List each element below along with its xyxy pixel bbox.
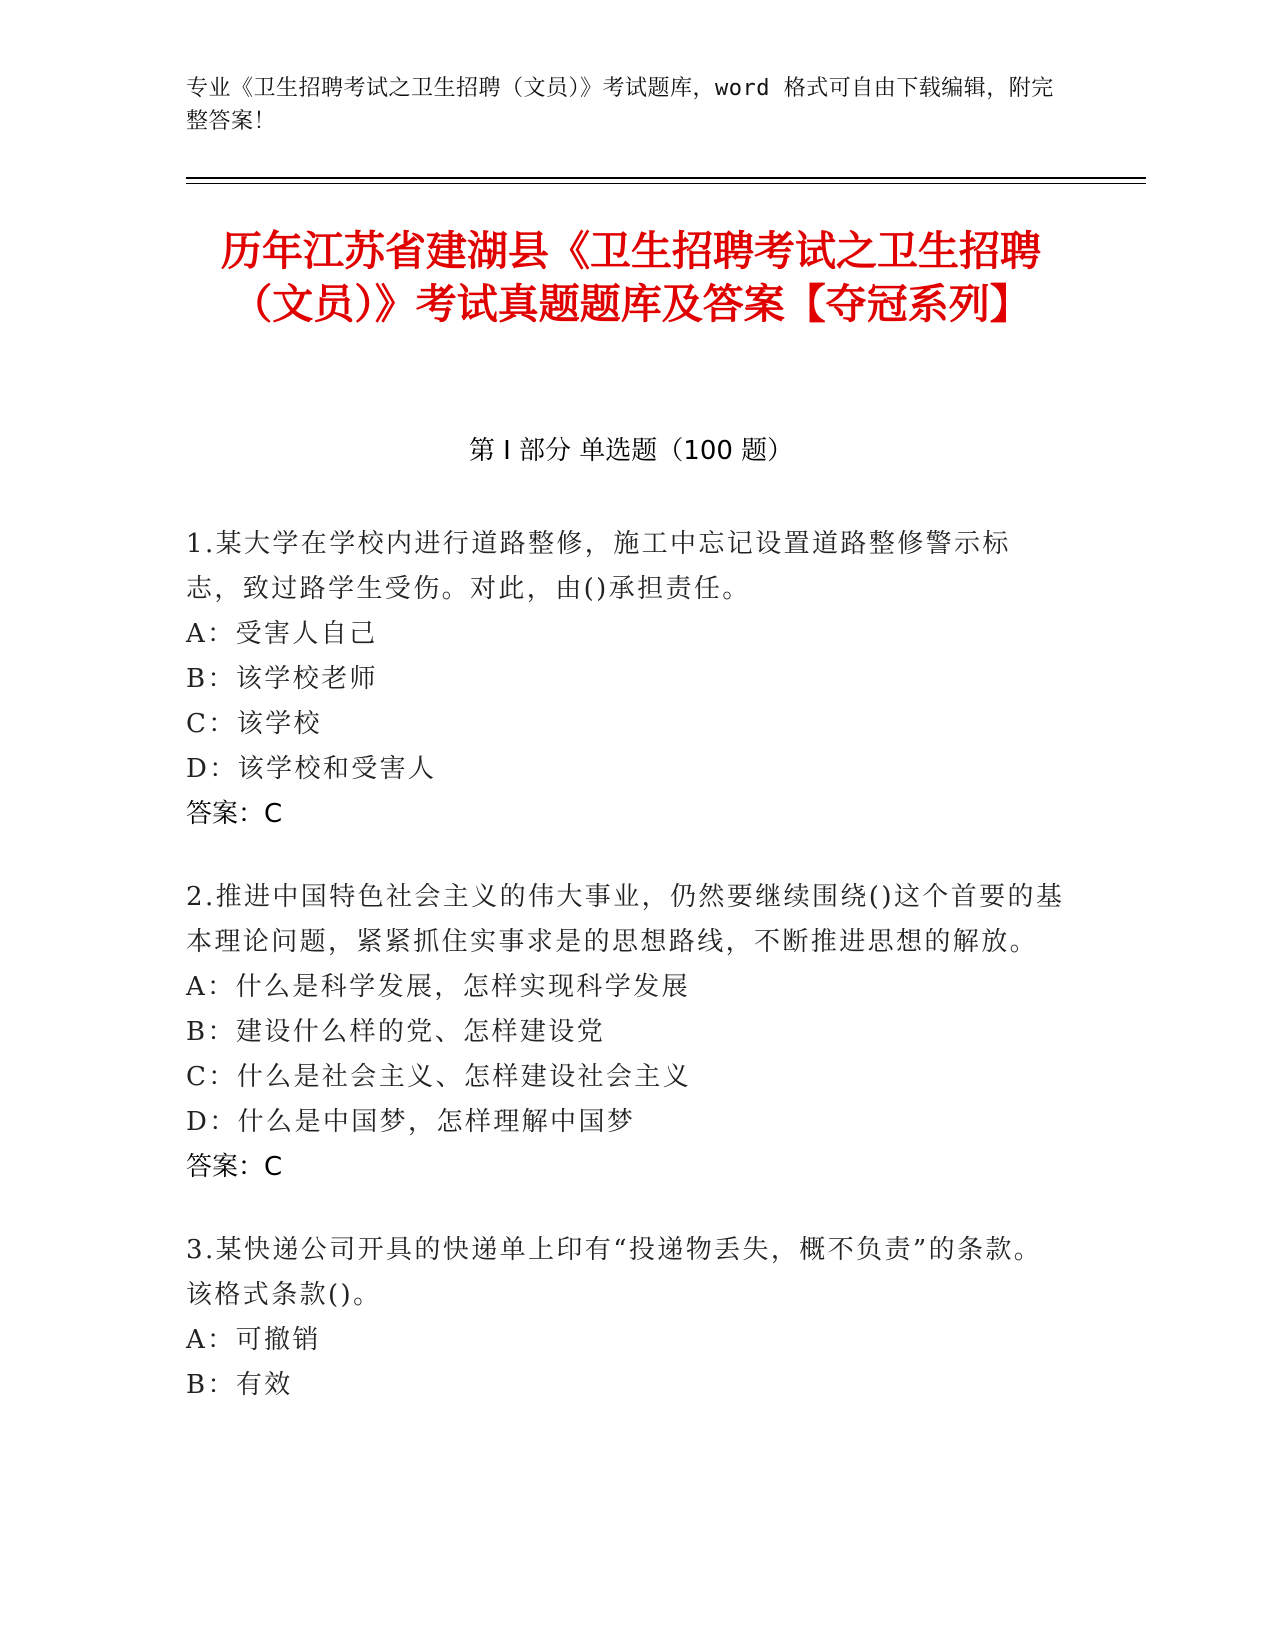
- question-1: [186, 522, 1066, 837]
- question-stem: 1.某大学在学校内进行道路整修，施工中忘记设置道路整修警示标志，致过路学生受伤。对此，由()承担责任。: [186, 529, 1011, 604]
- question-3: [186, 1228, 1066, 1408]
- header-note: 专业《卫生招聘考试之卫生招聘（文员）》考试题库，word 格式可自由下载编辑，附完整答案！: [186, 76, 1054, 134]
- option-b: B：建设什么样的党、怎样建设党: [186, 1017, 606, 1047]
- option-b: B：该学校老师: [186, 664, 378, 694]
- section-title: 第 I 部分 单选题（100 题）: [468, 436, 794, 466]
- question-list: [186, 522, 1066, 1446]
- question-2: [186, 875, 1066, 1190]
- option-a: A：受害人自己: [186, 619, 378, 649]
- option-b: B：有效: [186, 1370, 293, 1400]
- answer-line: 答案：C: [186, 799, 283, 829]
- option-c: C：什么是社会主义、怎样建设社会主义: [186, 1062, 692, 1092]
- header-rule-thick: [186, 177, 1146, 179]
- option-d: D：什么是中国梦，怎样理解中国梦: [186, 1107, 636, 1137]
- answer-line: 答案：C: [186, 1152, 283, 1182]
- question-stem: 3.某快递公司开具的快递单上印有“投递物丢失，概不负责”的条款。该格式条款()。: [186, 1235, 1043, 1310]
- header-rule-thin: [186, 183, 1146, 184]
- option-a: A：什么是科学发展，怎样实现科学发展: [186, 972, 690, 1002]
- option-a: A：可撤销: [186, 1325, 321, 1355]
- option-c: C：该学校: [186, 709, 322, 739]
- document-title: 历年江苏省建湖县《卫生招聘考试之卫生招聘（文员）》考试真题题库及答案【夺冠系列】: [221, 227, 1041, 328]
- question-stem: 2.推进中国特色社会主义的伟大事业，仍然要继续围绕()这个首要的基本理论问题，紧紧抓住实事求是的思想路线，不断推进思想的解放。: [186, 882, 1065, 957]
- option-d: D：该学校和受害人: [186, 754, 437, 784]
